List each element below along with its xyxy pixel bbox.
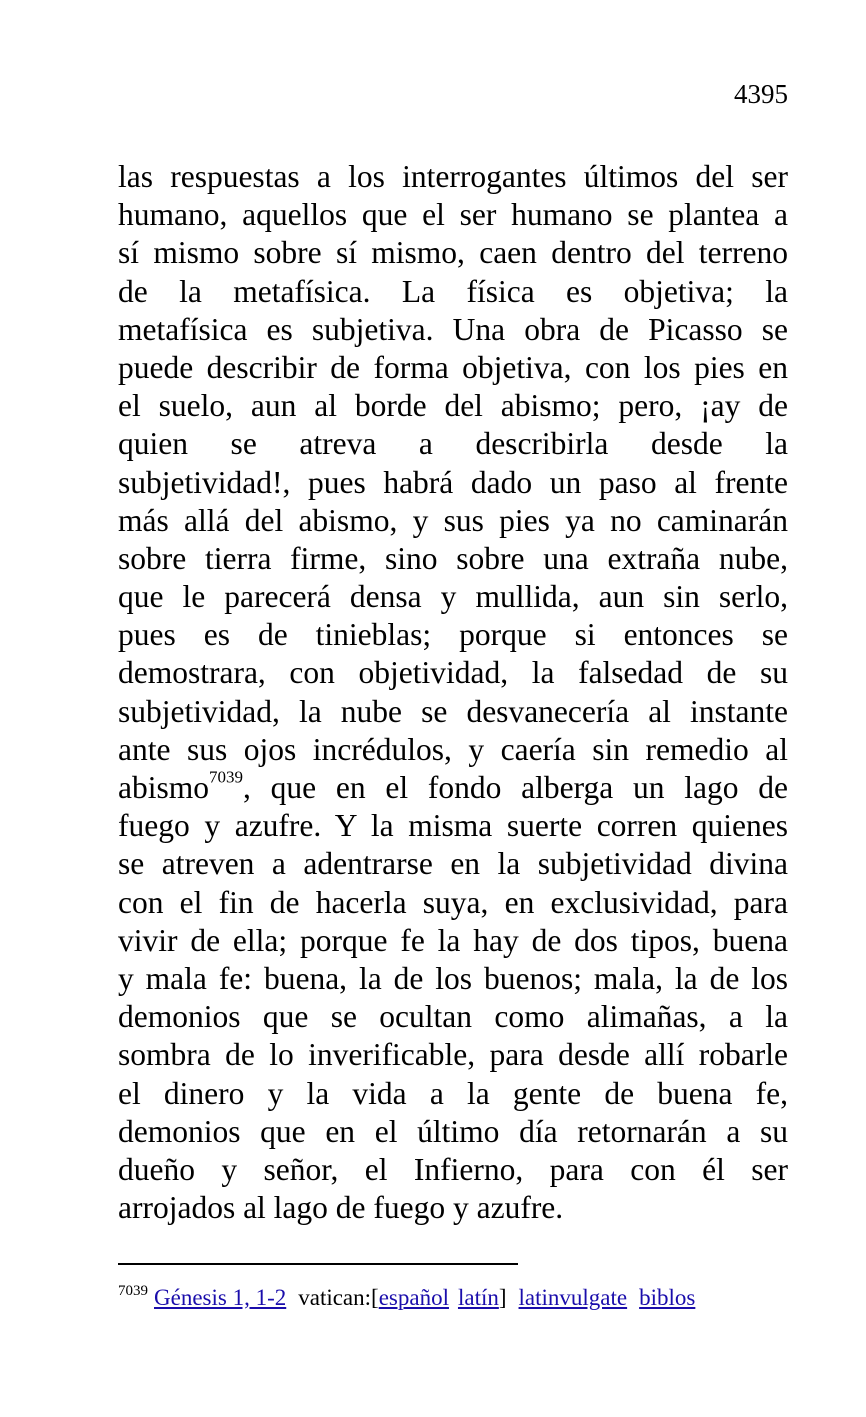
text-line: demostrara, con objetividad, la falsedad de su — [118, 655, 788, 691]
text-fragment: , que en el fondo alberga un lago de — [243, 770, 788, 805]
text-line: sí mismo sobre sí mismo, caen dentro del terreno — [118, 235, 788, 271]
text-line: subjetividad, la nube se desvanecería al instante — [118, 693, 788, 729]
text-line: pues es de tinieblas; porque si entonces se — [118, 617, 788, 653]
text-line: vivir de ella; porque fe la hay de dos tipos, buena — [118, 922, 788, 958]
spanish-link[interactable]: español — [378, 1285, 449, 1310]
footnote-divider — [118, 1263, 518, 1265]
text-line: de la metafísica. La física es objetiva; la — [118, 273, 788, 309]
text-line: fuego y azufre. Y la misma suerte corren quienes — [118, 808, 788, 844]
text-line: y mala fe: buena, la de los buenos; mala, la de los — [118, 960, 788, 996]
text-line: más allá del abismo, y sus pies ya no caminarán — [118, 502, 788, 538]
text-line-with-footnote-ref — [118, 769, 788, 807]
text-line: metafísica es subjetiva. Una obra de Picasso se — [118, 311, 788, 347]
text-line: humano, aquellos que el ser humano se plantea a — [118, 197, 788, 233]
footnote — [118, 1283, 798, 1313]
genesis-link[interactable]: Génesis 1, 1-2 — [154, 1285, 287, 1310]
text-fragment: abismo — [118, 770, 209, 805]
latin-link[interactable]: latín — [457, 1285, 499, 1310]
text-line: con el fin de hacerla suya, en exclusividad, para — [118, 884, 788, 920]
footnote-reference: 7039 — [209, 767, 243, 787]
latinvulgate-link[interactable]: latinvulgate — [518, 1285, 628, 1310]
footnote-number: 7039 — [118, 1283, 148, 1300]
text-line-last: arrojados al lago de fuego y azufre. — [118, 1190, 564, 1226]
text-line: que le parecerá densa y mullida, aun sin serlo, — [118, 579, 788, 615]
text-line: ante sus ojos incrédulos, y caería sin remedio al — [118, 731, 788, 767]
main-paragraph — [118, 158, 788, 1227]
text-line: se atreven a adentrarse en la subjetividad divina — [118, 846, 788, 882]
text-line: demonios que se ocultan como alimañas, a la — [118, 999, 788, 1035]
text-line: puede describir de forma objetiva, con los pies en — [118, 349, 788, 385]
text-line: el suelo, aun al borde del abismo; pero, ¡ay de — [118, 388, 788, 424]
text-line: sombra de lo inverificable, para desde allí robarle — [118, 1037, 788, 1073]
text-line: sobre tierra firme, sino sobre una extraña nube, — [118, 540, 788, 576]
close-bracket: ] — [498, 1285, 507, 1310]
text-line: dueño y señor, el Infierno, para con él ser — [118, 1151, 788, 1187]
text-line: demonios que en el último día retornarán a su — [118, 1113, 788, 1149]
page-number: 4395 — [734, 79, 788, 109]
vatican-label: vatican:[ — [298, 1285, 379, 1310]
text-line: subjetividad!, pues habrá dado un paso al frente — [118, 464, 788, 500]
biblos-link[interactable]: biblos — [639, 1285, 696, 1310]
text-line: las respuestas a los interrogantes últimos del ser — [118, 159, 788, 194]
text-line: el dinero y la vida a la gente de buena fe, — [118, 1075, 788, 1111]
text-line: quien se atreva a describirla desde la — [118, 426, 788, 462]
